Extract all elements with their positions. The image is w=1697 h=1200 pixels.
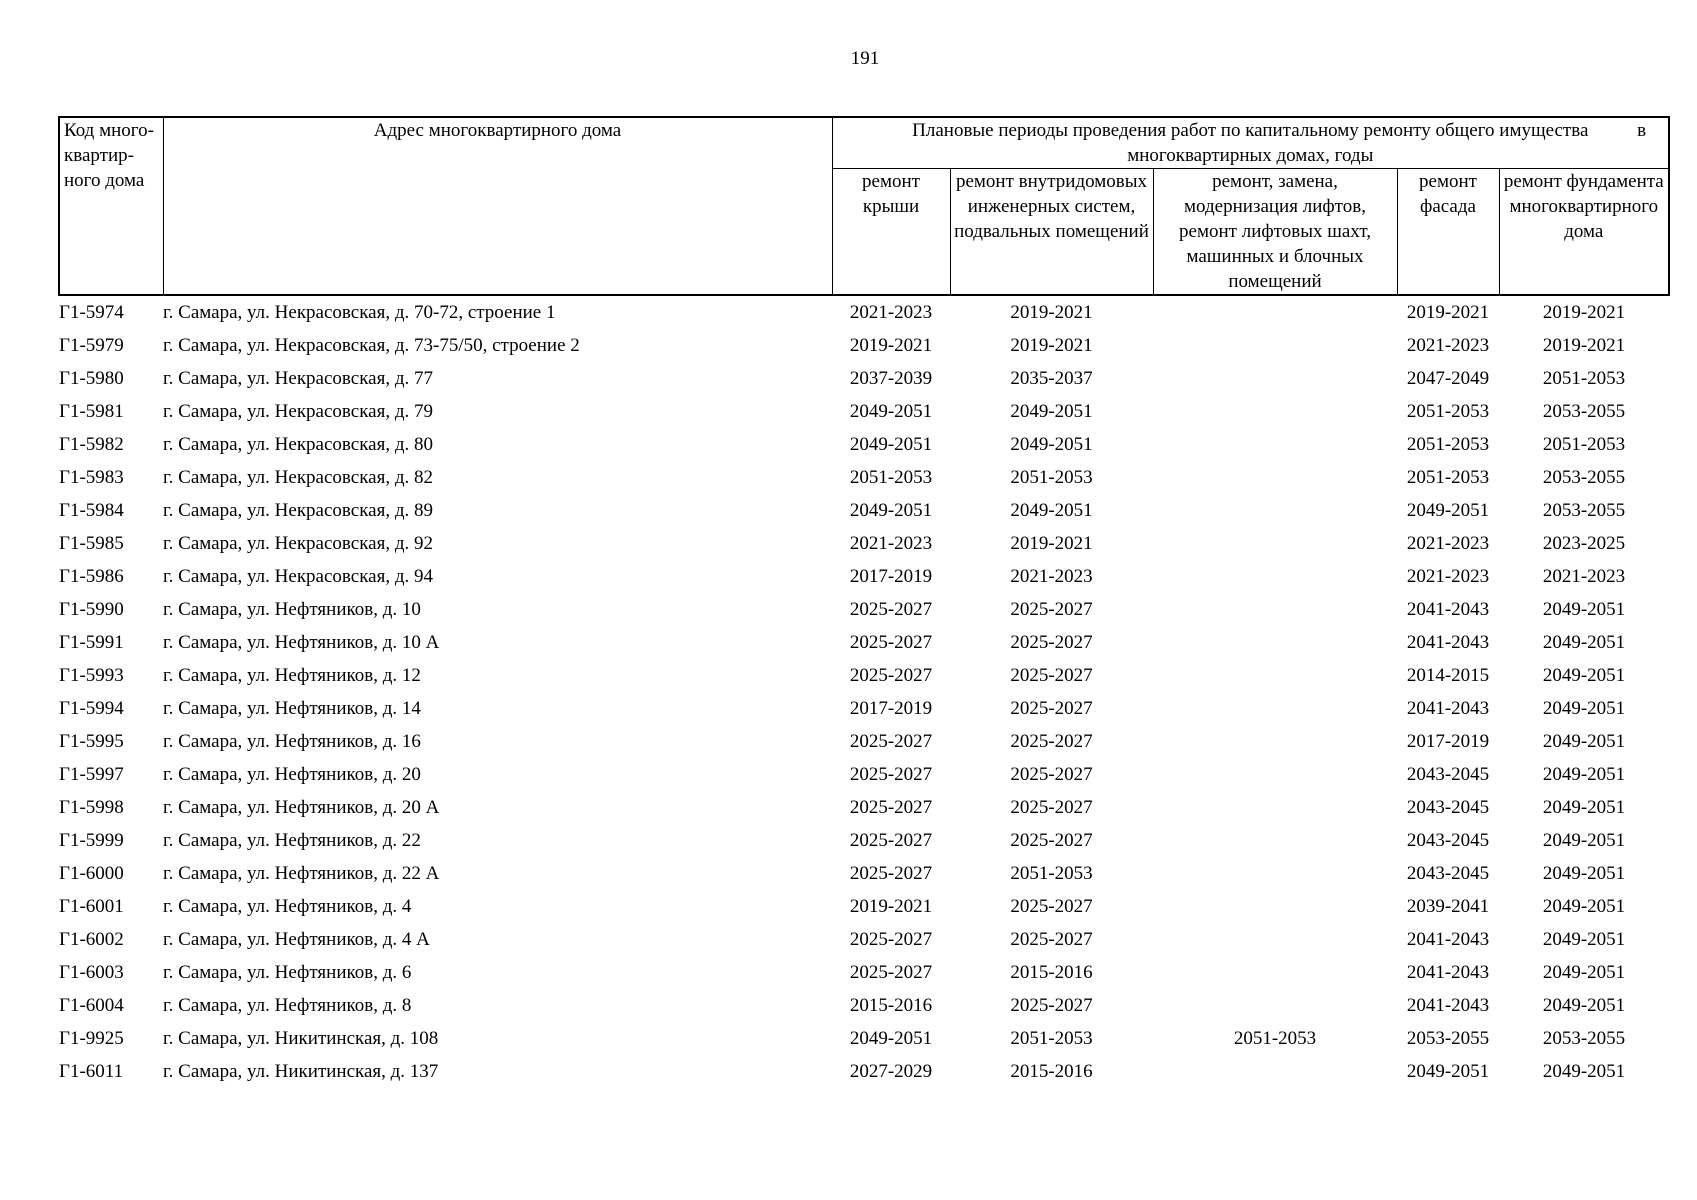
cell-foundation: 2021-2023 bbox=[1542, 566, 1626, 587]
cell-facade: 2043-2045 bbox=[1406, 764, 1490, 785]
cell-foundation: 2049-2051 bbox=[1542, 797, 1626, 818]
cell-roof: 2025-2027 bbox=[849, 665, 933, 686]
cell-facade: 2043-2045 bbox=[1406, 863, 1490, 884]
cell-foundation: 2051-2053 bbox=[1542, 434, 1626, 455]
cell-facade: 2049-2051 bbox=[1406, 1061, 1490, 1082]
cell-code: Г1-5986 bbox=[59, 566, 124, 587]
cell-engineering: 2025-2027 bbox=[1010, 995, 1093, 1016]
cell-code: Г1-6004 bbox=[59, 995, 124, 1016]
cell-address: г. Самара, ул. Нефтяников, д. 12 bbox=[163, 665, 421, 686]
cell-address: г. Самара, ул. Нефтяников, д. 10 А bbox=[163, 632, 440, 653]
cell-code: Г1-5993 bbox=[59, 665, 124, 686]
cell-address: г. Самара, ул. Нефтяников, д. 20 bbox=[163, 764, 421, 785]
cell-roof: 2025-2027 bbox=[849, 632, 933, 653]
cell-foundation: 2049-2051 bbox=[1542, 698, 1626, 719]
table-row bbox=[59, 362, 1669, 395]
table-row bbox=[59, 428, 1669, 461]
cell-facade: 2014-2015 bbox=[1406, 665, 1490, 686]
cell-address: г. Самара, ул. Некрасовская, д. 80 bbox=[163, 434, 433, 455]
cell-engineering: 2049-2051 bbox=[1010, 434, 1093, 455]
cell-code: Г1-5997 bbox=[59, 764, 124, 785]
cell-roof: 2019-2021 bbox=[849, 896, 933, 917]
cell-lifts bbox=[1153, 989, 1397, 1022]
cell-foundation: 2049-2051 bbox=[1542, 764, 1626, 785]
cell-address: г. Самара, ул. Некрасовская, д. 77 bbox=[163, 368, 433, 389]
cell-lifts bbox=[1153, 1055, 1397, 1088]
table-row bbox=[59, 593, 1669, 626]
cell-lifts bbox=[1153, 395, 1397, 428]
cell-roof: 2025-2027 bbox=[849, 731, 933, 752]
table-row bbox=[59, 494, 1669, 527]
cell-roof: 2021-2023 bbox=[849, 533, 933, 554]
cell-engineering: 2025-2027 bbox=[1010, 764, 1093, 785]
table-row bbox=[59, 791, 1669, 824]
cell-roof: 2019-2021 bbox=[849, 335, 933, 356]
cell-address: г. Самара, ул. Никитинская, д. 108 bbox=[163, 1028, 439, 1049]
table-row bbox=[59, 692, 1669, 725]
cell-foundation: 2049-2051 bbox=[1542, 632, 1626, 653]
cell-code: Г1-6001 bbox=[59, 896, 124, 917]
cell-engineering: 2051-2053 bbox=[1010, 863, 1093, 884]
cell-engineering: 2015-2016 bbox=[1010, 962, 1093, 983]
header-foundation: ремонт фундамента многоквартирного дома bbox=[1499, 169, 1669, 296]
cell-address: г. Самара, ул. Нефтяников, д. 22 А bbox=[163, 863, 440, 884]
cell-address: г. Самара, ул. Некрасовская, д. 92 bbox=[163, 533, 433, 554]
cell-lifts bbox=[1153, 890, 1397, 923]
table-row bbox=[59, 329, 1669, 362]
table-row bbox=[59, 890, 1669, 923]
cell-facade: 2041-2043 bbox=[1406, 698, 1490, 719]
table-row bbox=[59, 824, 1669, 857]
cell-facade: 2049-2051 bbox=[1406, 500, 1490, 521]
cell-lifts bbox=[1153, 527, 1397, 560]
table-row bbox=[59, 956, 1669, 989]
capital-repair-table bbox=[58, 116, 1670, 1088]
cell-engineering: 2019-2021 bbox=[1010, 335, 1093, 356]
header-lifts: ремонт, замена, модернизация лифтов, ремонт лифтовых шахт, машинных и блочных помещений bbox=[1153, 169, 1397, 296]
cell-foundation: 2049-2051 bbox=[1542, 863, 1626, 884]
cell-facade: 2041-2043 bbox=[1406, 962, 1490, 983]
cell-roof: 2025-2027 bbox=[849, 599, 933, 620]
cell-engineering: 2021-2023 bbox=[1010, 566, 1093, 587]
cell-address: г. Самара, ул. Некрасовская, д. 73-75/50, строение 2 bbox=[163, 335, 580, 356]
cell-facade: 2051-2053 bbox=[1406, 401, 1490, 422]
cell-roof: 2027-2029 bbox=[849, 1061, 933, 1082]
header-facade: ремонт фасада bbox=[1397, 169, 1499, 296]
cell-address: г. Самара, ул. Нефтяников, д. 22 bbox=[163, 830, 421, 851]
cell-code: Г1-5995 bbox=[59, 731, 124, 752]
cell-lifts bbox=[1153, 295, 1397, 329]
table-row bbox=[59, 461, 1669, 494]
cell-foundation: 2049-2051 bbox=[1542, 1061, 1626, 1082]
cell-facade: 2021-2023 bbox=[1406, 335, 1490, 356]
cell-facade: 2043-2045 bbox=[1406, 830, 1490, 851]
cell-facade: 2047-2049 bbox=[1406, 368, 1490, 389]
cell-address: г. Самара, ул. Нефтяников, д. 4 bbox=[163, 896, 412, 917]
cell-foundation: 2049-2051 bbox=[1542, 731, 1626, 752]
cell-code: Г1-5985 bbox=[59, 533, 124, 554]
cell-engineering: 2025-2027 bbox=[1010, 632, 1093, 653]
header-planned-periods bbox=[832, 117, 1669, 169]
cell-code: Г1-6002 bbox=[59, 929, 124, 950]
cell-facade: 2021-2023 bbox=[1406, 566, 1490, 587]
cell-engineering: 2025-2027 bbox=[1010, 698, 1093, 719]
cell-facade: 2041-2043 bbox=[1406, 995, 1490, 1016]
cell-lifts bbox=[1153, 923, 1397, 956]
table-row bbox=[59, 758, 1669, 791]
cell-roof: 2025-2027 bbox=[849, 929, 933, 950]
cell-address: г. Самара, ул. Некрасовская, д. 89 bbox=[163, 500, 433, 521]
cell-address: г. Самара, ул. Некрасовская, д. 79 bbox=[163, 401, 433, 422]
cell-lifts bbox=[1153, 461, 1397, 494]
cell-code: Г1-6000 bbox=[59, 863, 124, 884]
table-row bbox=[59, 1022, 1669, 1055]
header-engineering: ремонт внутридомовых инженерных систем, подвальных помещений bbox=[950, 169, 1153, 296]
table-row bbox=[59, 923, 1669, 956]
header-planned-periods-tail: в bbox=[1637, 120, 1647, 141]
header-address: Адрес многоквартирного дома bbox=[163, 117, 832, 295]
cell-code: Г1-5981 bbox=[59, 401, 124, 422]
table-row bbox=[59, 295, 1669, 329]
table-row bbox=[59, 560, 1669, 593]
table-row bbox=[59, 1055, 1669, 1088]
cell-roof: 2025-2027 bbox=[849, 797, 933, 818]
cell-foundation: 2053-2055 bbox=[1542, 500, 1626, 521]
cell-engineering: 2049-2051 bbox=[1010, 401, 1093, 422]
cell-address: г. Самара, ул. Нефтяников, д. 6 bbox=[163, 962, 412, 983]
cell-address: г. Самара, ул. Некрасовская, д. 70-72, строение 1 bbox=[163, 302, 556, 323]
cell-address: г. Самара, ул. Некрасовская, д. 82 bbox=[163, 467, 433, 488]
cell-engineering: 2049-2051 bbox=[1010, 500, 1093, 521]
table-row bbox=[59, 857, 1669, 890]
cell-engineering: 2019-2021 bbox=[1010, 302, 1093, 323]
cell-lifts bbox=[1153, 857, 1397, 890]
cell-engineering: 2025-2027 bbox=[1010, 830, 1093, 851]
cell-facade: 2021-2023 bbox=[1406, 533, 1490, 554]
cell-foundation: 2053-2055 bbox=[1542, 467, 1626, 488]
cell-lifts bbox=[1153, 758, 1397, 791]
cell-engineering: 2025-2027 bbox=[1010, 896, 1093, 917]
cell-address: г. Самара, ул. Нефтяников, д. 10 bbox=[163, 599, 421, 620]
cell-foundation: 2053-2055 bbox=[1542, 401, 1626, 422]
cell-foundation: 2049-2051 bbox=[1542, 665, 1626, 686]
cell-lifts bbox=[1153, 494, 1397, 527]
cell-engineering: 2025-2027 bbox=[1010, 797, 1093, 818]
page-number: 191 bbox=[850, 48, 880, 69]
cell-code: Г1-5998 bbox=[59, 797, 124, 818]
cell-lifts bbox=[1153, 692, 1397, 725]
cell-foundation: 2049-2051 bbox=[1542, 929, 1626, 950]
cell-address: г. Самара, ул. Никитинская, д. 137 bbox=[163, 1061, 439, 1082]
cell-code: Г1-5982 bbox=[59, 434, 124, 455]
cell-foundation: 2051-2053 bbox=[1542, 368, 1626, 389]
cell-code: Г1-5984 bbox=[59, 500, 124, 521]
cell-engineering: 2051-2053 bbox=[1010, 467, 1093, 488]
cell-lifts bbox=[1153, 593, 1397, 626]
cell-facade: 2041-2043 bbox=[1406, 632, 1490, 653]
cell-code: Г1-5999 bbox=[59, 830, 124, 851]
cell-roof: 2049-2051 bbox=[849, 1028, 933, 1049]
cell-lifts bbox=[1153, 560, 1397, 593]
cell-roof: 2025-2027 bbox=[849, 830, 933, 851]
cell-lifts bbox=[1153, 362, 1397, 395]
cell-lifts bbox=[1153, 725, 1397, 758]
cell-engineering: 2025-2027 bbox=[1010, 665, 1093, 686]
cell-address: г. Самара, ул. Нефтяников, д. 14 bbox=[163, 698, 421, 719]
cell-address: г. Самара, ул. Нефтяников, д. 20 А bbox=[163, 797, 440, 818]
cell-engineering: 2035-2037 bbox=[1010, 368, 1093, 389]
cell-code: Г1-5990 bbox=[59, 599, 124, 620]
table-row bbox=[59, 725, 1669, 758]
cell-engineering: 2015-2016 bbox=[1010, 1061, 1093, 1082]
table-body bbox=[59, 295, 1669, 1088]
cell-code: Г1-5980 bbox=[59, 368, 124, 389]
cell-facade: 2053-2055 bbox=[1406, 1028, 1490, 1049]
cell-engineering: 2025-2027 bbox=[1010, 599, 1093, 620]
cell-facade: 2017-2019 bbox=[1406, 731, 1490, 752]
cell-roof: 2025-2027 bbox=[849, 962, 933, 983]
header-planned-periods-line1: Плановые периоды проведения работ по капитальному ремонту общего имущества bbox=[912, 120, 1589, 141]
cell-foundation: 2049-2051 bbox=[1542, 896, 1626, 917]
cell-roof: 2017-2019 bbox=[849, 698, 933, 719]
cell-address: г. Самара, ул. Некрасовская, д. 94 bbox=[163, 566, 433, 587]
cell-roof: 2049-2051 bbox=[849, 434, 933, 455]
cell-roof: 2025-2027 bbox=[849, 863, 933, 884]
cell-foundation: 2049-2051 bbox=[1542, 962, 1626, 983]
cell-engineering: 2051-2053 bbox=[1010, 1028, 1093, 1049]
cell-roof: 2021-2023 bbox=[849, 302, 933, 323]
table-row bbox=[59, 527, 1669, 560]
cell-engineering: 2025-2027 bbox=[1010, 731, 1093, 752]
table-row bbox=[59, 659, 1669, 692]
cell-facade: 2051-2053 bbox=[1406, 434, 1490, 455]
cell-foundation: 2023-2025 bbox=[1542, 533, 1626, 554]
cell-code: Г1-6011 bbox=[59, 1061, 124, 1082]
header-roof: ремонт крыши bbox=[832, 169, 950, 296]
cell-foundation: 2049-2051 bbox=[1542, 830, 1626, 851]
cell-code: Г1-9925 bbox=[59, 1028, 124, 1049]
cell-code: Г1-5974 bbox=[59, 302, 124, 323]
cell-facade: 2043-2045 bbox=[1406, 797, 1490, 818]
cell-lifts: 2051-2053 bbox=[1233, 1028, 1317, 1049]
cell-lifts bbox=[1153, 329, 1397, 362]
cell-lifts bbox=[1153, 626, 1397, 659]
cell-foundation: 2053-2055 bbox=[1542, 1028, 1626, 1049]
cell-roof: 2049-2051 bbox=[849, 401, 933, 422]
cell-address: г. Самара, ул. Нефтяников, д. 4 А bbox=[163, 929, 430, 950]
cell-lifts bbox=[1153, 824, 1397, 857]
cell-lifts bbox=[1153, 956, 1397, 989]
cell-code: Г1-5979 bbox=[59, 335, 124, 356]
table-row bbox=[59, 395, 1669, 428]
cell-lifts bbox=[1153, 791, 1397, 824]
cell-facade: 2019-2021 bbox=[1406, 302, 1490, 323]
table-row bbox=[59, 989, 1669, 1022]
table-header bbox=[59, 117, 1669, 295]
header-planned-periods-line2: многоквартирных домах, годы bbox=[1127, 145, 1374, 166]
cell-roof: 2025-2027 bbox=[849, 764, 933, 785]
cell-facade: 2041-2043 bbox=[1406, 929, 1490, 950]
cell-roof: 2051-2053 bbox=[849, 467, 933, 488]
cell-address: г. Самара, ул. Нефтяников, д. 8 bbox=[163, 995, 412, 1016]
cell-lifts bbox=[1153, 428, 1397, 461]
cell-foundation: 2049-2051 bbox=[1542, 995, 1626, 1016]
cell-foundation: 2019-2021 bbox=[1542, 335, 1626, 356]
cell-foundation: 2019-2021 bbox=[1542, 302, 1626, 323]
cell-facade: 2051-2053 bbox=[1406, 467, 1490, 488]
cell-roof: 2015-2016 bbox=[849, 995, 933, 1016]
cell-code: Г1-5994 bbox=[59, 698, 124, 719]
cell-roof: 2017-2019 bbox=[849, 566, 933, 587]
cell-facade: 2039-2041 bbox=[1406, 896, 1490, 917]
header-code: Код много-квартир-ного дома bbox=[59, 117, 163, 295]
cell-engineering: 2019-2021 bbox=[1010, 533, 1093, 554]
cell-code: Г1-5991 bbox=[59, 632, 124, 653]
cell-roof: 2037-2039 bbox=[849, 368, 933, 389]
cell-code: Г1-5983 bbox=[59, 467, 124, 488]
cell-engineering: 2025-2027 bbox=[1010, 929, 1093, 950]
cell-roof: 2049-2051 bbox=[849, 500, 933, 521]
cell-lifts bbox=[1153, 659, 1397, 692]
cell-facade: 2041-2043 bbox=[1406, 599, 1490, 620]
cell-address: г. Самара, ул. Нефтяников, д. 16 bbox=[163, 731, 421, 752]
table-row bbox=[59, 626, 1669, 659]
cell-code: Г1-6003 bbox=[59, 962, 124, 983]
cell-foundation: 2049-2051 bbox=[1542, 599, 1626, 620]
